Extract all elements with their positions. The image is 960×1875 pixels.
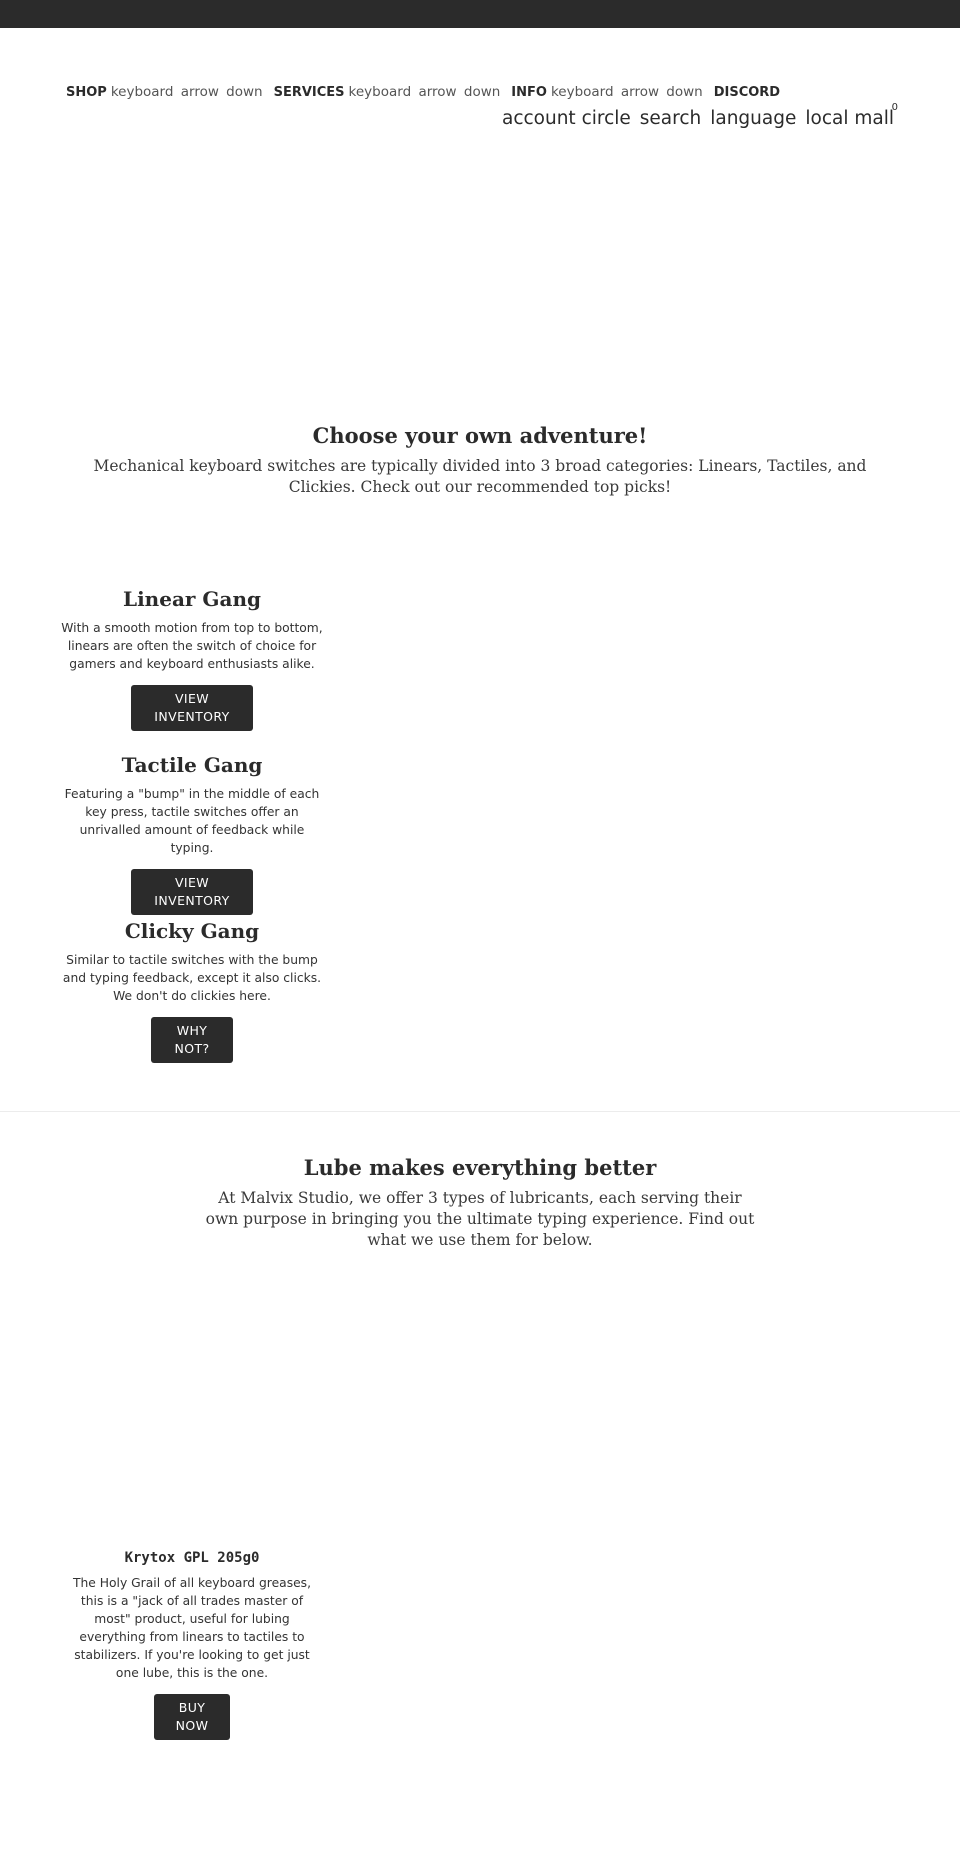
- nav-label-services[interactable]: SERVICES: [273, 85, 345, 100]
- nav-label-shop[interactable]: SHOP: [66, 85, 107, 100]
- switches-heading: Choose your own adventure!: [312, 423, 648, 448]
- buy-now-button[interactable]: BUY NOW: [154, 1694, 230, 1740]
- product-title: Krytox GPL 205g0: [124, 1550, 260, 1566]
- card-title: Linear Gang: [123, 587, 261, 611]
- card-description: Similar to tactile switches with the bump and typing feedback, except it also clicks. We don't do clickies here.: [62, 953, 322, 1003]
- lube-description: At Malvix Studio, we offer 3 types of lubricants, each serving their own purpose in bringing you the ultimate typing experience. Find out what we use them for below.: [205, 1189, 755, 1249]
- nav-label-info[interactable]: INFO: [511, 85, 547, 100]
- lube-heading: Lube makes everything better: [303, 1155, 657, 1180]
- card-title: Clicky Gang: [124, 919, 260, 943]
- main-nav: [66, 84, 791, 100]
- switches-description: Mechanical keyboard switches are typically divided into 3 broad categories: Linears, Tactiles, and Clickies. Check out our recommended top picks!: [93, 457, 867, 496]
- card-title: Tactile Gang: [121, 753, 263, 777]
- view-inventory-button[interactable]: VIEW INVENTORY: [131, 869, 253, 915]
- switch-card-clicky: [57, 919, 327, 1063]
- cart-count-badge: 0: [891, 102, 898, 113]
- switch-card-tactile: [57, 753, 327, 915]
- account-circle-icon[interactable]: account circle: [501, 108, 631, 129]
- keyboard-arrow-down-icon[interactable]: keyboard arrow down: [550, 84, 703, 100]
- nav-label-discord[interactable]: DISCORD: [713, 85, 781, 100]
- nav-item-services[interactable]: [274, 84, 501, 100]
- cart-button[interactable]: [805, 102, 898, 129]
- search-icon[interactable]: search: [639, 108, 702, 129]
- nav-item-info[interactable]: [511, 84, 702, 100]
- local-mall-icon[interactable]: local mall: [805, 108, 894, 129]
- language-icon[interactable]: language: [710, 108, 797, 129]
- header-utility-icons: [493, 102, 898, 129]
- nav-item-shop[interactable]: [66, 84, 263, 100]
- product-card-krytox: [57, 1550, 327, 1740]
- keyboard-arrow-down-icon[interactable]: keyboard arrow down: [348, 84, 501, 100]
- keyboard-arrow-down-icon[interactable]: keyboard arrow down: [110, 84, 263, 100]
- switches-intro: [0, 423, 960, 498]
- card-description: With a smooth motion from top to bottom, linears are often the switch of choice for gamers and keyboard enthusiasts alike.: [61, 621, 323, 671]
- why-not-button[interactable]: WHY NOT?: [151, 1017, 233, 1063]
- announcement-bar: [0, 0, 960, 28]
- nav-item-discord[interactable]: [714, 85, 780, 100]
- view-inventory-button[interactable]: VIEW INVENTORY: [131, 685, 253, 731]
- card-description: Featuring a "bump" in the middle of each key press, tactile switches offer an unrivalled amount of feedback while typing.: [64, 787, 320, 855]
- section-divider: [0, 1111, 960, 1112]
- product-description: The Holy Grail of all keyboard greases, this is a "jack of all trades master of most" product, useful for lubing everything from linears to tactiles to stabilizers. If you're looking to get just one lube, this is the one.: [73, 1576, 311, 1680]
- switch-card-linear: [57, 587, 327, 731]
- lube-intro: [0, 1155, 960, 1251]
